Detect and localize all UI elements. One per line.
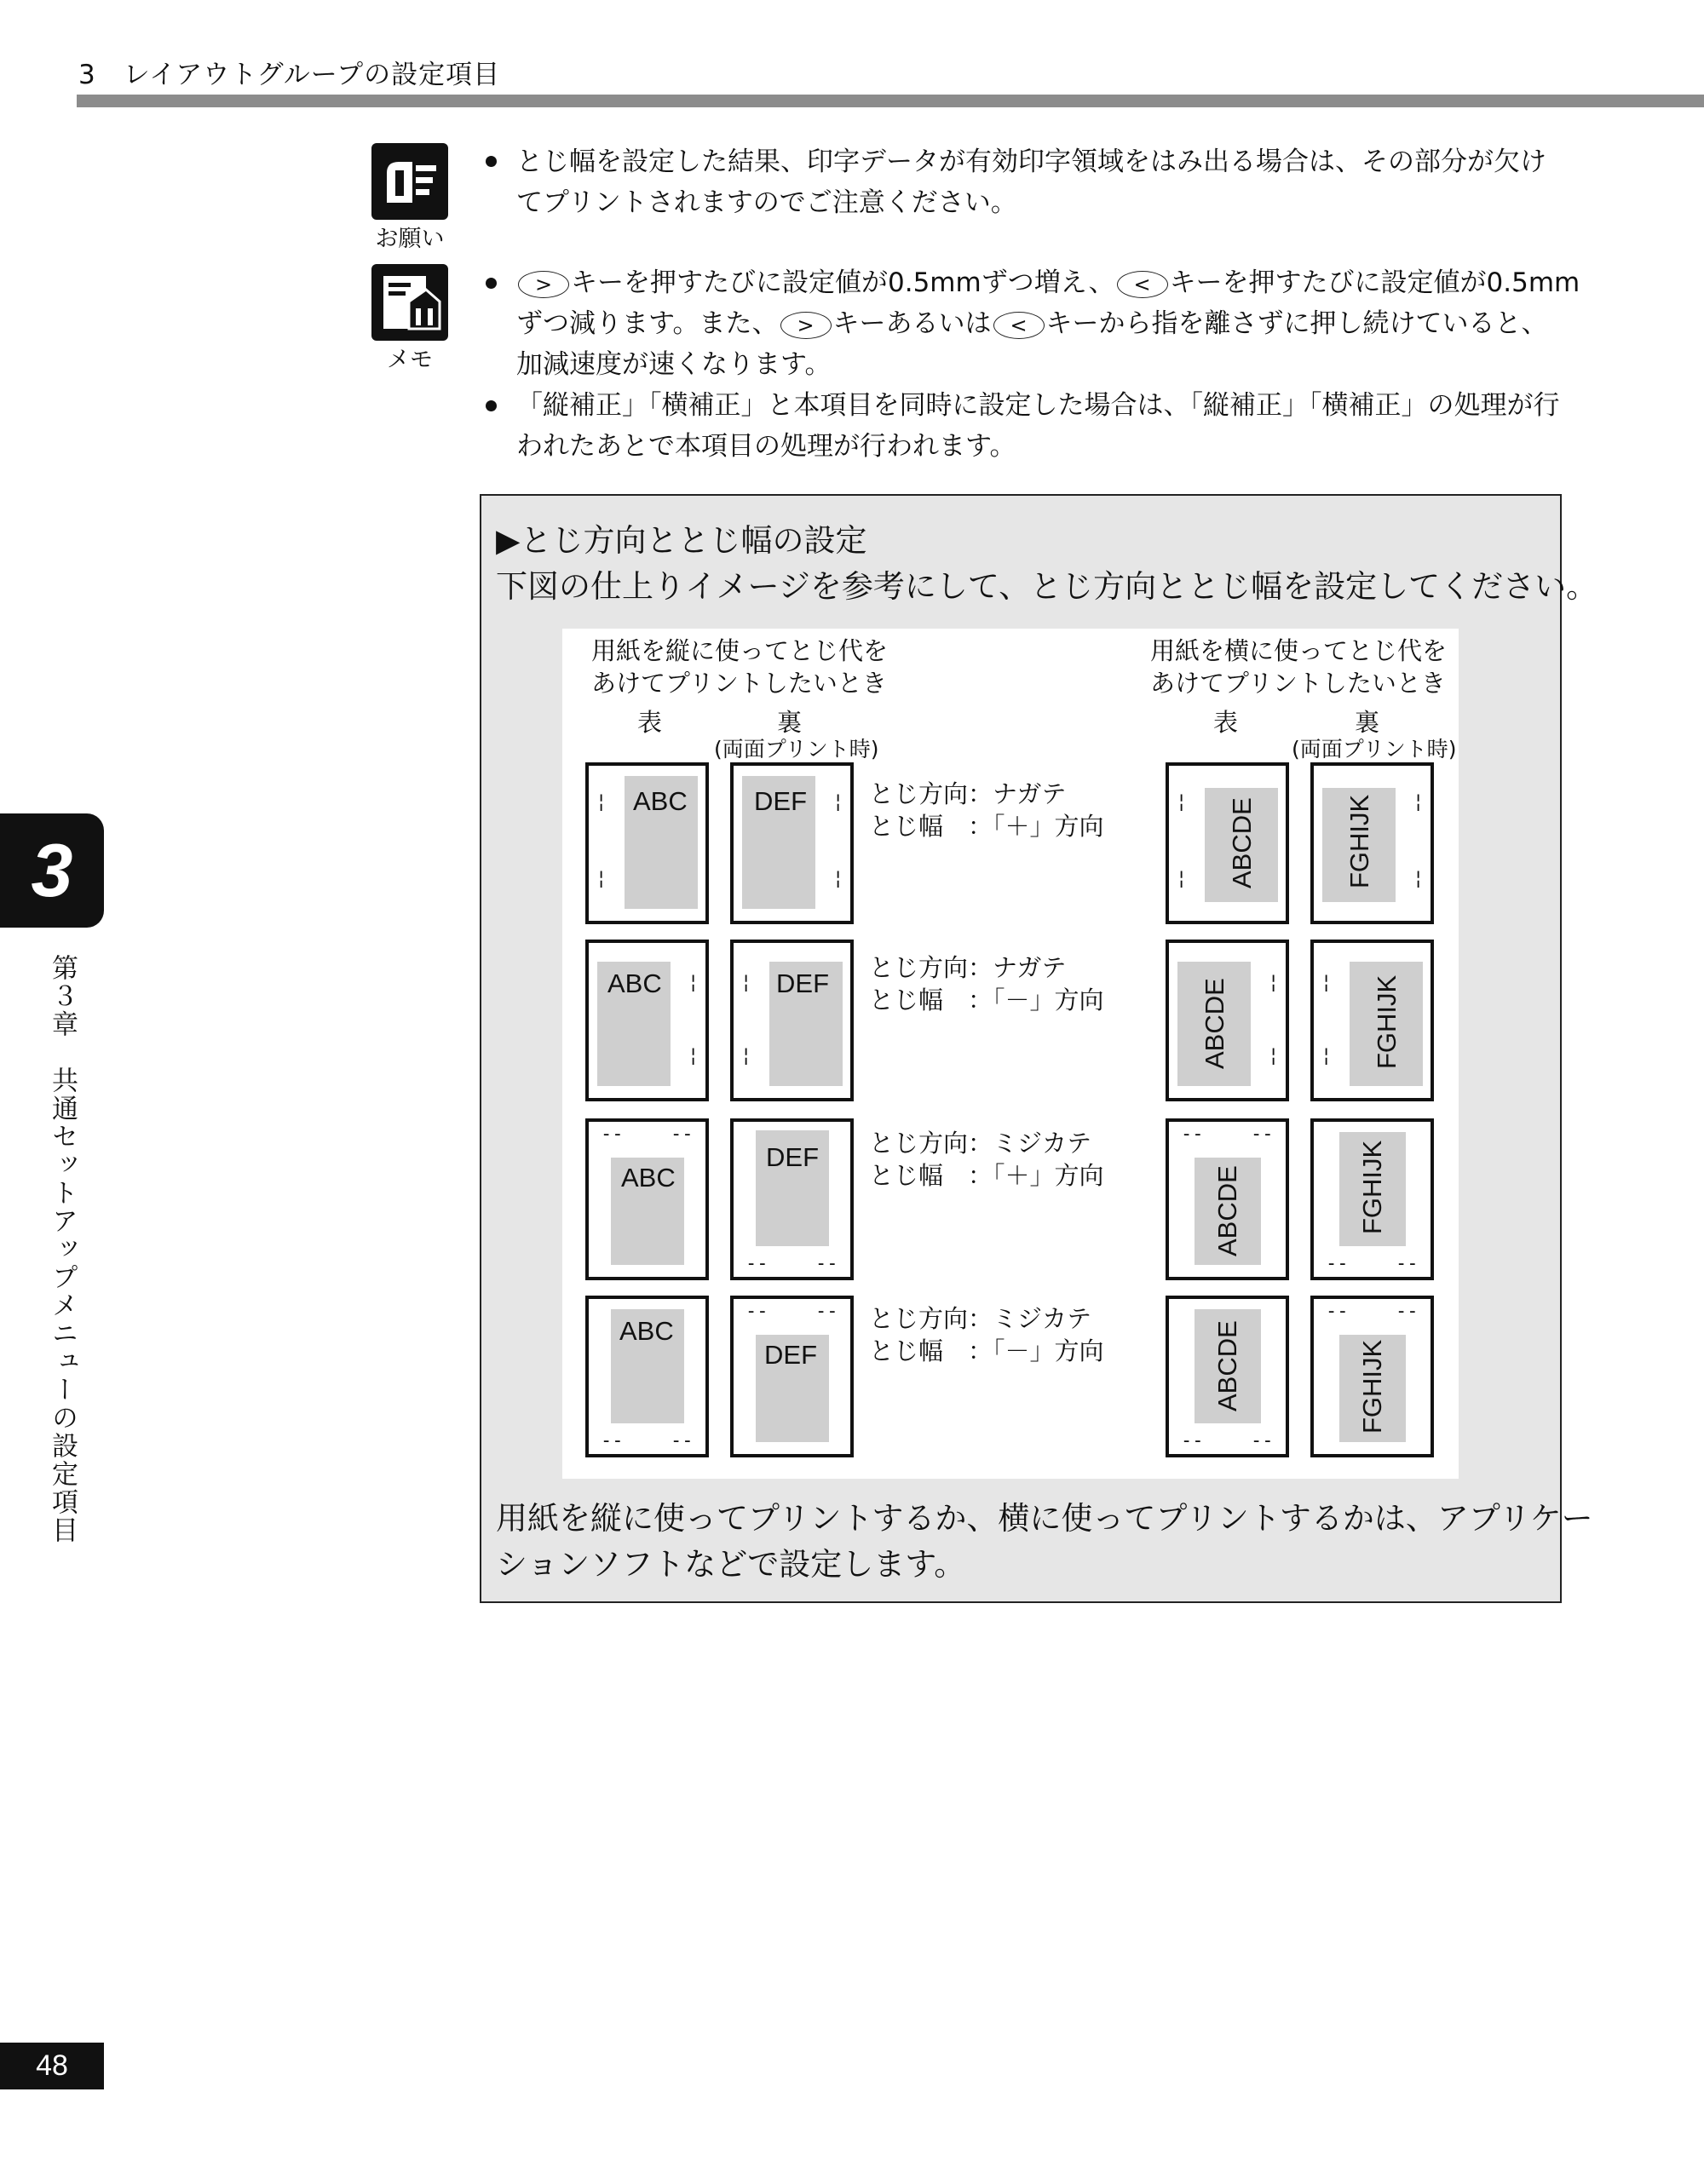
request-text-line2: てプリントされますのでご注意ください。 (516, 187, 1017, 218)
right-key-icon: > (780, 312, 832, 339)
left-key-icon: < (1117, 271, 1168, 298)
page-front-portrait: ABC ¦ ¦ (585, 762, 709, 924)
panel-heading: ▶とじ方向ととじ幅の設定 (496, 522, 867, 559)
page-front-landscape: ABCDE ¦ ¦ (1166, 762, 1289, 924)
bullet-dot (486, 278, 497, 289)
page-front-landscape: ABCDE -- -- (1166, 1118, 1289, 1280)
memo-text-line4: 「縦補正」「横補正」と本項目を同時に設定した場合は、「縦補正」「横補正」の処理が行 (516, 390, 1560, 421)
front-label: 表 (1213, 708, 1239, 737)
memo-text-line1: > キーを押すたびに設定値が0.5mmずつ増え、 < キーを押すたびに設定値が0.5mm (516, 262, 1580, 303)
left-key-icon: < (993, 312, 1045, 339)
portrait-heading-line2: あけてプリントしたいとき (591, 669, 887, 698)
duplex-label: (両面プリント時) (1292, 737, 1457, 762)
page-front-portrait: ABC -- -- (585, 1296, 709, 1457)
memo-text-line2: ずつ減ります。また、 > キーあるいは < キーから指を離さずに押し続けていると、 (516, 308, 1548, 339)
request-icon (371, 143, 448, 220)
row2-direction: とじ方向：ナガテ (869, 953, 1067, 982)
panel-intro: 下図の仕上りイメージを参考にして、とじ方向ととじ幅を設定してください。 (496, 568, 1598, 605)
memo-text-line3: 加減速度が速くなります。 (516, 349, 832, 380)
chapter-number: 3 (31, 828, 73, 912)
memo-text-line5: われたあとで本項目の処理が行われます。 (516, 431, 1016, 462)
header-rule (77, 95, 1704, 107)
right-key-icon: > (518, 271, 569, 298)
back-label: 裏 (1355, 708, 1380, 737)
header-title: 3 レイアウトグループの設定項目 (78, 60, 501, 90)
duplex-label: (両面プリント時) (714, 737, 879, 762)
panel-footer-line2: ションソフトなどで設定します。 (496, 1546, 966, 1583)
landscape-heading-line2: あけてプリントしたいとき (1150, 669, 1446, 698)
request-text-line1: とじ幅を設定した結果、印字データが有効印字領域をはみ出る場合は、その部分が欠け (516, 147, 1546, 177)
page-front-landscape: ABCDE ¦ ¦ (1166, 940, 1289, 1101)
page-back-portrait: DEF -- -- (730, 1118, 854, 1280)
row3-width: とじ幅 ：「＋」方向 (869, 1161, 1104, 1190)
page-front-landscape: ABCDE -- -- (1166, 1296, 1289, 1457)
portrait-heading-line1: 用紙を縦に使ってとじ代を (591, 636, 889, 665)
bullet-dot (486, 400, 497, 411)
memo-icon (371, 264, 448, 341)
row2-width: とじ幅 ：「－」方向 (869, 986, 1104, 1014)
bullet-dot (486, 156, 497, 167)
row4-width: とじ幅 ：「－」方向 (869, 1336, 1104, 1365)
page-back-landscape: FGHIJK -- -- (1310, 1296, 1434, 1457)
page-front-portrait: ABC -- -- (585, 1118, 709, 1280)
chapter-side-text: 第３章 共通セットアップメニューの設定項目 (47, 954, 78, 1544)
page-front-portrait: ABC ¦ ¦ (585, 940, 709, 1101)
memo-label: メモ (387, 347, 433, 373)
row1-width: とじ幅 ：「＋」方向 (869, 812, 1104, 841)
page-back-landscape: FGHIJK ¦ ¦ (1310, 762, 1434, 924)
row4-direction: とじ方向：ミジカテ (869, 1304, 1092, 1333)
page-back-portrait: DEF -- -- (730, 1296, 854, 1457)
page-back-portrait: DEF ¦ ¦ (730, 940, 854, 1101)
front-label: 表 (637, 708, 663, 737)
back-label: 裏 (777, 708, 803, 737)
page-number: 48 (36, 2049, 68, 2082)
page-back-landscape: FGHIJK -- -- (1310, 1118, 1434, 1280)
row3-direction: とじ方向：ミジカテ (869, 1129, 1092, 1158)
row1-direction: とじ方向：ナガテ (869, 779, 1067, 808)
request-label: お願い (375, 226, 445, 252)
page-back-landscape: FGHIJK ¦ ¦ (1310, 940, 1434, 1101)
landscape-heading-line1: 用紙を横に使ってとじ代を (1150, 636, 1448, 665)
panel-footer-line1: 用紙を縦に使ってプリントするか、横に使ってプリントするかは、アプリケー (496, 1500, 1593, 1537)
page-back-portrait: DEF ¦ ¦ (730, 762, 854, 924)
